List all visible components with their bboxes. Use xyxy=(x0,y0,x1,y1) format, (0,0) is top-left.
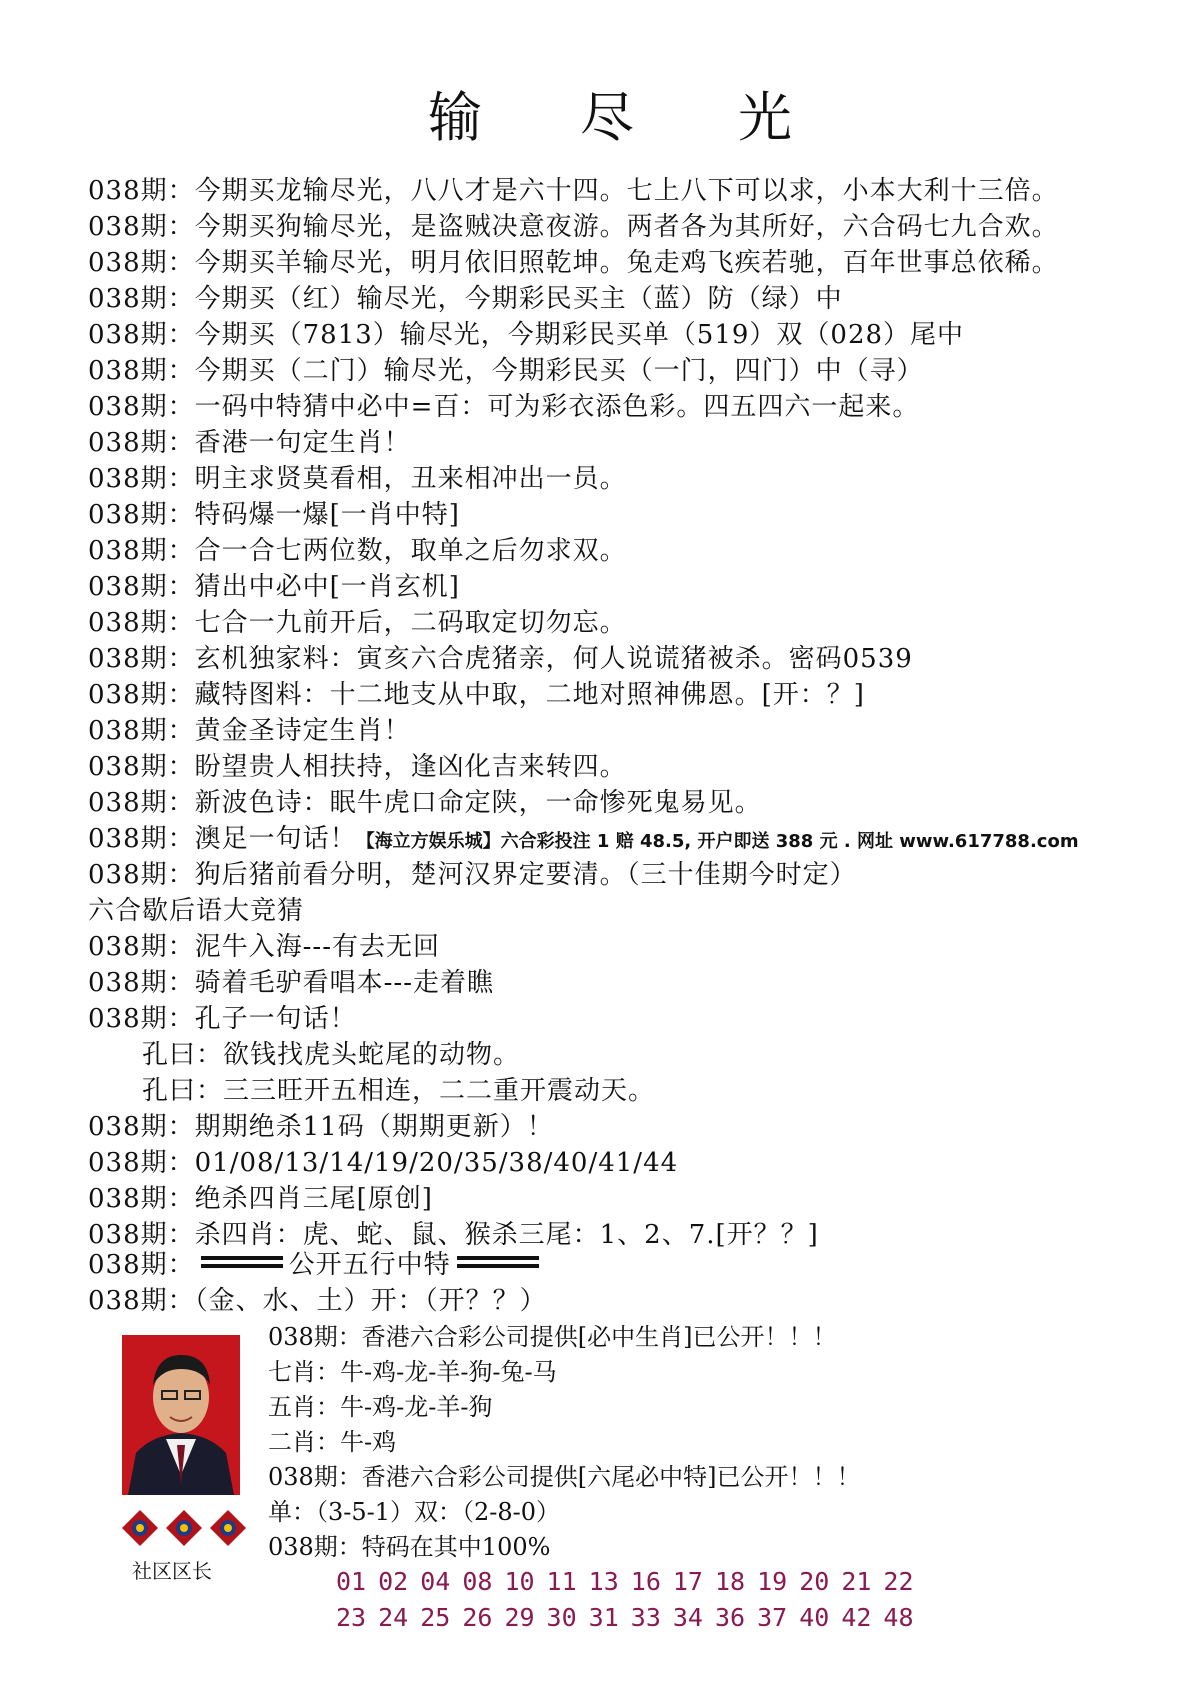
text-line: 038期：期期绝杀11码（期期更新）！ xyxy=(88,1112,554,1142)
number-item: 30 xyxy=(546,1603,577,1632)
number-item: 23 xyxy=(336,1603,367,1632)
text-line: 038期：今期买（二门）输尽光，今期彩民买（一门，四门）中（寻） xyxy=(88,356,924,386)
title-char-2: 尽 xyxy=(580,86,634,149)
number-item: 42 xyxy=(841,1603,872,1632)
text-line: 038期：合一合七两位数，取单之后勿求双。 xyxy=(88,536,627,566)
text-line: 038期：七合一九前开后，二码取定切勿忘。 xyxy=(88,608,627,638)
text-line: 038期：今期买龙输尽光，八八才是六十四。七上八下可以求，小本大利十三倍。 xyxy=(88,176,1059,206)
number-item: 18 xyxy=(714,1567,746,1596)
text-line: 038期：今期买狗输尽光，是盗贼决意夜游。两者各为其所好，六合码七九合欢。 xyxy=(88,212,1059,242)
number-item: 33 xyxy=(630,1603,661,1632)
numbers-row-1 xyxy=(336,1565,926,1599)
text-line: 038期：狗后猪前看分明，楚河汉界定要清。（三十佳期今时定） xyxy=(88,860,857,890)
text-line: 038期：泥牛入海---有去无回 xyxy=(88,932,440,962)
ad-banner-text: 【海立方娱乐城】六合彩投注 1 赔 48.5, 开户即送 388 元 . 网址 www.617788.com xyxy=(356,831,1079,852)
text-line: 038期：藏特图料：十二地支从中取，二地对照神佛恩。[开：？] xyxy=(88,680,865,710)
number-item: 36 xyxy=(714,1603,746,1632)
text-line: 038期：绝杀四肖三尾[原创] xyxy=(88,1184,433,1214)
number-item: 10 xyxy=(504,1567,535,1596)
page-title xyxy=(0,78,1200,158)
number-item: 20 xyxy=(799,1567,830,1596)
text-line: 038期：杀四肖：虎、蛇、鼠、猴杀三尾：1、2、7.[开？？] xyxy=(88,1220,819,1250)
wuxing-line xyxy=(88,1248,545,1282)
wuxing-prefix: 038期： xyxy=(88,1250,195,1280)
text-line: 038期：明主求贤莫看相，丑来相冲出一员。 xyxy=(88,464,627,494)
title-char-3: 光 xyxy=(738,86,792,149)
last-line: 038期：（金、水、土）开：（开？？） xyxy=(88,1286,547,1316)
medal-icons xyxy=(120,1500,250,1560)
number-item: 40 xyxy=(799,1603,830,1632)
text-line: 038期：孔子一句话！ xyxy=(88,1004,357,1034)
number-item: 17 xyxy=(672,1567,703,1596)
text-line: 038期：今期买羊输尽光，明月依旧照乾坤。兔走鸡飞疾若驰，百年世事总依稀。 xyxy=(88,248,1059,278)
text-line: 五肖：牛-鸡-龙-羊-狗 xyxy=(268,1393,493,1421)
text-line: 二肖：牛-鸡 xyxy=(268,1428,397,1456)
number-item: 26 xyxy=(462,1603,493,1632)
text-line: 六合歇后语大竞猜 xyxy=(88,896,305,926)
text-line: 孔曰：欲钱找虎头蛇尾的动物。 xyxy=(88,1040,521,1070)
number-item: 34 xyxy=(672,1603,703,1632)
text-line: 单：（3-5-1）双：（2-8-0） xyxy=(268,1498,561,1526)
triple-bar-left-icon xyxy=(201,1256,283,1276)
text-line: 038期：香港六合彩公司提供[必中生肖]已公开！！！ xyxy=(268,1323,837,1351)
text-line: 038期：今期买（7813）输尽光，今期彩民买单（519）双（028）尾中 xyxy=(88,320,965,350)
text-line: 038期：黄金圣诗定生肖！ xyxy=(88,716,411,746)
number-item: 25 xyxy=(420,1603,451,1632)
ad-line xyxy=(88,822,1079,859)
text-line: 038期：香港一句定生肖！ xyxy=(88,428,411,458)
text-line: 038期：盼望贵人相扶持，逢凶化吉来转四。 xyxy=(88,752,627,782)
number-item: 16 xyxy=(630,1567,661,1596)
number-item: 01 xyxy=(336,1567,367,1596)
numbers-row-2 xyxy=(336,1601,926,1635)
number-item: 22 xyxy=(883,1567,914,1596)
text-line: 孔曰：三三旺开五相连，二二重开震动天。 xyxy=(88,1076,656,1106)
number-item: 13 xyxy=(588,1567,619,1596)
number-item: 08 xyxy=(462,1567,493,1596)
text-line: 038期：香港六合彩公司提供[六尾必中特]已公开！！！ xyxy=(268,1463,861,1491)
text-line: 038期：特码爆一爆[一肖中特] xyxy=(88,500,460,530)
text-line: 038期：特码在其中100% xyxy=(268,1533,551,1561)
triple-bar-right-icon xyxy=(457,1256,539,1276)
ad-line-prefix: 038期：澳足一句话！ xyxy=(88,824,357,854)
text-line: 038期：今期买（红）输尽光，今期彩民买主（蓝）防（绿）中 xyxy=(88,284,843,314)
portrait-photo xyxy=(122,1335,240,1495)
text-line: 七肖：牛-鸡-龙-羊-狗-兔-马 xyxy=(268,1358,557,1386)
text-line: 038期：新波色诗：眠牛虎口命定陕，一命惨死鬼易见。 xyxy=(88,788,762,818)
photo-caption: 社区区长 xyxy=(132,1559,212,1583)
number-item: 11 xyxy=(546,1567,577,1596)
number-item: 19 xyxy=(757,1567,788,1596)
number-item: 29 xyxy=(504,1603,535,1632)
text-line: 038期：一码中特猜中必中=百：可为彩衣添色彩。四五四六一起来。 xyxy=(88,392,920,422)
number-item: 02 xyxy=(378,1567,409,1596)
number-item: 31 xyxy=(588,1603,619,1632)
title-char-1: 输 xyxy=(428,86,482,149)
number-item: 37 xyxy=(757,1603,788,1632)
number-item: 04 xyxy=(420,1567,451,1596)
wuxing-text: 公开五行中特 xyxy=(288,1250,451,1280)
number-item: 24 xyxy=(378,1603,409,1632)
text-line: 038期：骑着毛驴看唱本---走着瞧 xyxy=(88,968,494,998)
number-item: 21 xyxy=(841,1567,872,1596)
text-line: 038期：01/08/13/14/19/20/35/38/40/41/44 xyxy=(88,1148,679,1178)
text-line: 038期：玄机独家料：寅亥六合虎猪亲，何人说谎猪被杀。密码0539 xyxy=(88,644,913,674)
text-line: 038期：猜出中必中[一肖玄机] xyxy=(88,572,460,602)
number-item: 48 xyxy=(883,1603,914,1632)
